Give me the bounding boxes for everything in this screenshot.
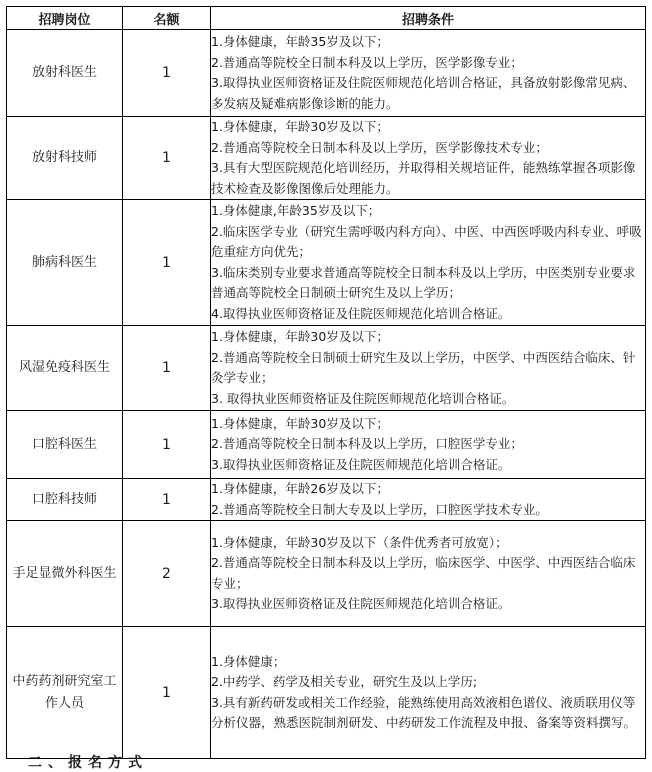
condition-line: 1.身体健康；	[211, 653, 286, 669]
table-row	[7, 411, 646, 479]
condition-line: 3.临床类别专业要求普通高等院校全日制本科及以上学历，中医类别专业要求普通高等院校全日制硕士研究生及以上学历；	[211, 264, 636, 300]
condition-line: 1.身体健康，年龄26岁及以下；	[211, 481, 389, 496]
conditions-cell	[211, 326, 646, 411]
condition-line: 2.普通高等院校全日制大专及以上学历，口腔医学技术专业。	[211, 501, 548, 517]
position-cell: 放射科医生	[7, 30, 123, 117]
condition-line: 3. 取得执业医师资格证及住院医师规范化培训合格证。	[211, 390, 515, 406]
condition-line: 3.具有大型医院规范化培训经历，并取得相关规培证件，能熟练掌握各项影像技术检查及影像图像后处理能力。	[211, 160, 636, 196]
header-count: 名额	[123, 7, 211, 30]
table-row	[7, 117, 646, 200]
count-cell: 1	[123, 411, 211, 479]
section-heading: 二、报名方式	[28, 755, 148, 771]
position-cell: 口腔科技师	[7, 479, 123, 521]
count-cell: 1	[123, 627, 211, 759]
condition-line: 1.身体健康,年龄35岁及以下；	[211, 203, 381, 218]
conditions-cell	[211, 117, 646, 200]
table-row	[7, 326, 646, 411]
position-cell: 放射科技师	[7, 117, 123, 200]
count-cell: 1	[123, 117, 211, 200]
condition-line: 2.普通高等院校全日制硕士研究生及以上学历，中医学、中西医结合临床、针灸学专业；	[211, 349, 636, 385]
table-row	[7, 479, 646, 521]
condition-line: 1.身体健康，年龄35岁及以下；	[211, 34, 389, 49]
condition-line: 2.普通高等院校全日制本科及以上学历，医学影像技术专业；	[211, 139, 548, 155]
table-header-row	[7, 7, 646, 30]
header-position: 招聘岗位	[7, 7, 123, 30]
conditions-cell	[211, 200, 646, 326]
position-cell: 肺病科医生	[7, 200, 123, 326]
table-row	[7, 30, 646, 117]
condition-line: 1.身体健康，年龄30岁及以下；	[211, 119, 389, 134]
position-cell: 风湿免疫科医生	[7, 326, 123, 411]
conditions-cell	[211, 479, 646, 521]
condition-line: 2.普通高等院校全日制本科及以上学历，口腔医学专业；	[211, 436, 523, 452]
position-cell: 手足显微外科医生	[7, 521, 123, 627]
conditions-cell	[211, 30, 646, 117]
table-row	[7, 200, 646, 326]
condition-line: 1.身体健康，年龄30岁及以下；	[211, 329, 389, 344]
position-cell: 中药药剂研究室工作人员	[7, 627, 123, 759]
condition-line: 1.身体健康，年龄30岁及以下（条件优秀者可放宽）；	[211, 534, 508, 550]
recruitment-table	[6, 6, 646, 759]
condition-line: 3.取得执业医师资格证及住院医师规范化培训合格证，具备放射影像常见病、多发病及疑难病影像诊断的能力。	[211, 75, 636, 111]
conditions-cell	[211, 627, 646, 759]
count-cell: 1	[123, 30, 211, 117]
condition-line: 4.取得执业医师资格证及住院医师规范化培训合格证。	[211, 305, 511, 321]
position-cell: 口腔科医生	[7, 411, 123, 479]
table-row	[7, 521, 646, 627]
header-conditions: 招聘条件	[211, 7, 646, 30]
condition-line: 3.具有新药研发或相关工作经验，能熟练使用高效液相色谱仪、液质联用仪等分析仪器，熟悉医院制剂研发、中药研发工作流程及申报、备案等资料撰写。	[211, 694, 637, 730]
count-cell: 2	[123, 521, 211, 627]
conditions-cell	[211, 521, 646, 627]
table-row	[7, 627, 646, 759]
count-cell: 1	[123, 479, 211, 521]
condition-line: 2.临床医学专业（研究生需呼吸内科方向）、中医、中西医呼吸内科专业、呼吸危重症方向优先；	[211, 223, 642, 259]
count-cell: 1	[123, 326, 211, 411]
condition-line: 2.普通高等院校全日制本科及以上学历，临床医学、中医学、中西医结合临床专业；	[211, 555, 636, 591]
count-cell: 1	[123, 200, 211, 326]
condition-line: 1.身体健康，年龄30岁及以下；	[211, 415, 389, 431]
condition-line: 3.取得执业医师资格证及住院医师规范化培训合格证。	[211, 456, 511, 472]
condition-line: 2.普通高等院校全日制本科及以上学历，医学影像专业；	[211, 54, 523, 70]
condition-line: 2.中药学、药学及相关专业，研究生及以上学历;	[211, 674, 478, 689]
conditions-cell	[211, 411, 646, 479]
condition-line: 3.取得执业医师资格证及住院医师规范化培训合格证。	[211, 596, 511, 611]
